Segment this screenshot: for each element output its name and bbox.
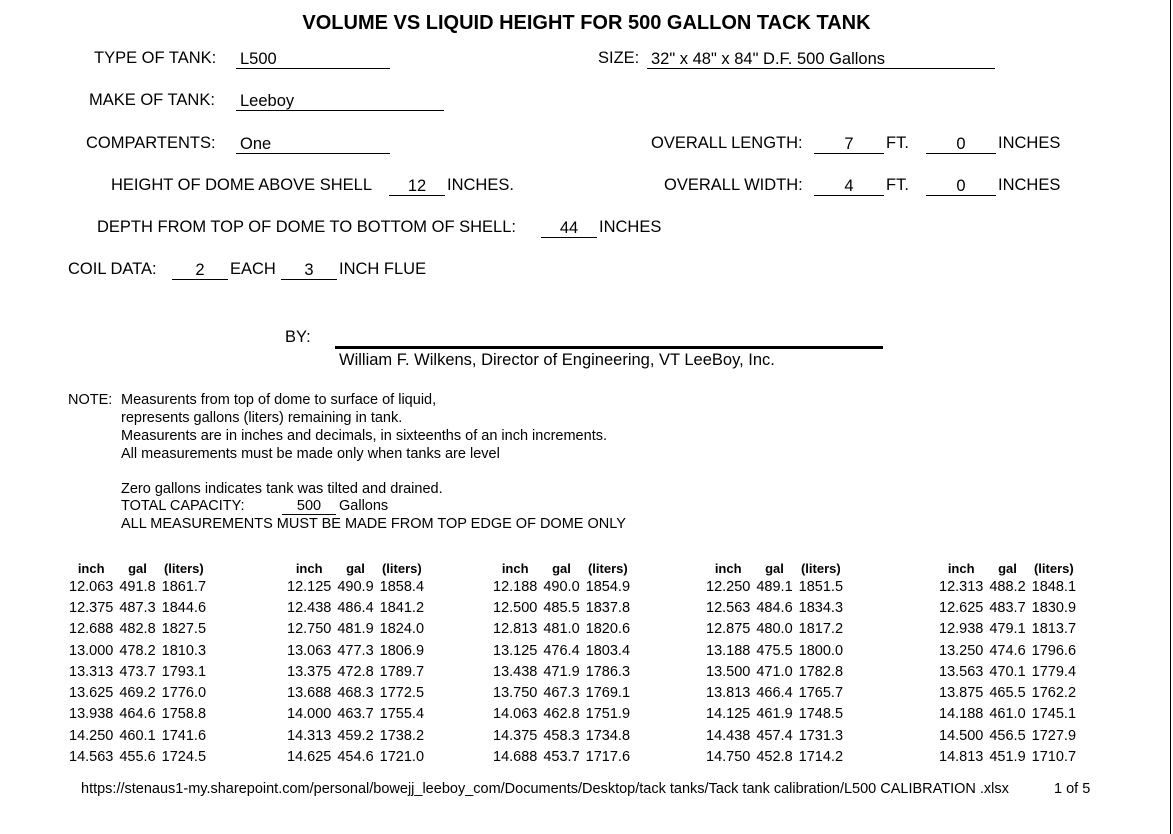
note-label: NOTE: xyxy=(68,392,113,408)
table-row: 13.250 474.6 1796.6 xyxy=(939,642,1077,659)
table-row: 12.813 481.0 1820.6 xyxy=(493,621,631,638)
compartments-label: COMPARTENTS: xyxy=(86,134,216,152)
calibration-table xyxy=(490,556,633,768)
calibration-table xyxy=(703,556,846,768)
column-header-inch: inch xyxy=(77,561,105,576)
note-drained: Zero gallons indicates tank was tilted and drained. xyxy=(121,481,443,497)
coil-each-label: EACH xyxy=(230,260,276,278)
signature-line xyxy=(335,346,883,349)
table-row: 12.375 487.3 1844.6 xyxy=(69,599,207,616)
column-header-inch: inch xyxy=(295,561,323,576)
column-header-gal: gal xyxy=(998,561,1017,576)
column-header-liters: (liters) xyxy=(381,561,422,576)
total-capacity-unit: Gallons xyxy=(339,498,389,514)
table-row: 12.313 488.2 1848.1 xyxy=(939,578,1077,595)
table-row: 14.000 463.7 1755.4 xyxy=(287,706,425,723)
signer-name: William F. Wilkens, Director of Engineering, VT LeeBoy, Inc. xyxy=(339,351,775,369)
make-of-tank-label: MAKE OF TANK: xyxy=(89,91,215,109)
table-row: 13.875 465.5 1762.2 xyxy=(939,685,1077,702)
table-row: 12.750 481.9 1824.0 xyxy=(287,621,425,638)
compartments-value: One xyxy=(236,135,390,154)
size-label: SIZE: xyxy=(598,49,640,67)
table-row: 14.813 451.9 1710.7 xyxy=(939,749,1077,766)
column-header-liters: (liters) xyxy=(587,561,628,576)
table-row: 14.375 458.3 1734.8 xyxy=(493,727,631,744)
footer-file-path: https://stenaus1-my.sharepoint.com/personal/bowejj_leeboy_com/Documents/Desktop/tack tanks/Tack tank calibration/L500 CALIBRATION .xlsx xyxy=(81,781,1009,797)
table-row: 12.250 489.1 1851.5 xyxy=(706,578,844,595)
table-row: 13.563 470.1 1779.4 xyxy=(939,663,1077,680)
table-row: 12.688 482.8 1827.5 xyxy=(69,621,207,638)
table-row: 13.688 468.3 1772.5 xyxy=(287,685,425,702)
table-row: 13.313 473.7 1793.1 xyxy=(69,663,207,680)
coil-count-value: 2 xyxy=(172,261,228,280)
table-row: 13.125 476.4 1803.4 xyxy=(493,642,631,659)
column-header-inch: inch xyxy=(714,561,742,576)
width-ft-unit: FT. xyxy=(886,176,909,194)
table-row: 12.500 485.5 1837.8 xyxy=(493,599,631,616)
table-row: 13.938 464.6 1758.8 xyxy=(69,706,207,723)
table-row: 13.188 475.5 1800.0 xyxy=(706,642,844,659)
table-row: 13.625 469.2 1776.0 xyxy=(69,685,207,702)
coil-data-label: COIL DATA: xyxy=(68,260,157,278)
width-inches-unit: INCHES xyxy=(998,176,1061,194)
page-border xyxy=(1170,0,1171,834)
total-capacity-value: 500 xyxy=(282,497,336,515)
column-header-gal: gal xyxy=(552,561,571,576)
overall-length-label: OVERALL LENGTH: xyxy=(651,134,803,152)
table-row: 12.063 491.8 1861.7 xyxy=(69,578,207,595)
calibration-table xyxy=(936,556,1079,768)
table-row: 13.750 467.3 1769.1 xyxy=(493,685,631,702)
column-header-inch: inch xyxy=(501,561,529,576)
size-value: 32" x 48" x 84" D.F. 500 Gallons xyxy=(647,50,995,69)
table-row: 12.563 484.6 1834.3 xyxy=(706,599,844,616)
column-header-liters: (liters) xyxy=(163,561,204,576)
table-row: 12.625 483.7 1830.9 xyxy=(939,599,1077,616)
column-header-gal: gal xyxy=(346,561,365,576)
table-row: 12.938 479.1 1813.7 xyxy=(939,621,1077,638)
coil-size-value: 3 xyxy=(281,261,337,280)
table-row: 14.250 460.1 1741.6 xyxy=(69,727,207,744)
measurement-warning: ALL MEASUREMENTS MUST BE MADE FROM TOP EDGE OF DOME ONLY xyxy=(121,516,626,532)
table-row: 14.313 459.2 1738.2 xyxy=(287,727,425,744)
table-row: 14.750 452.8 1714.2 xyxy=(706,749,844,766)
calibration-table xyxy=(284,556,427,768)
overall-width-ft-value: 4 xyxy=(814,177,884,196)
depth-label: DEPTH FROM TOP OF DOME TO BOTTOM OF SHELL: xyxy=(97,218,516,236)
table-row: 13.438 471.9 1786.3 xyxy=(493,663,631,680)
footer-page-number: 1 of 5 xyxy=(1054,781,1091,797)
overall-length-in-value: 0 xyxy=(926,135,996,154)
overall-width-label: OVERALL WIDTH: xyxy=(664,176,803,194)
column-header-gal: gal xyxy=(128,561,147,576)
overall-width-in-value: 0 xyxy=(926,177,996,196)
column-header-gal: gal xyxy=(765,561,784,576)
depth-unit: INCHES xyxy=(599,218,662,236)
overall-length-ft-value: 7 xyxy=(814,135,884,154)
calibration-table xyxy=(66,556,209,768)
column-header-liters: (liters) xyxy=(800,561,841,576)
note-line: All measurements must be made only when tanks are level xyxy=(121,446,500,462)
length-inches-unit: INCHES xyxy=(998,134,1061,152)
depth-value: 44 xyxy=(541,219,597,238)
dome-height-label: HEIGHT OF DOME ABOVE SHELL xyxy=(111,176,373,194)
dome-height-value: 12 xyxy=(389,177,445,196)
note-line: Measurents from top of dome to surface of liquid, xyxy=(121,392,437,408)
note-line: Measurents are in inches and decimals, in sixteenths of an inch increments. xyxy=(121,428,607,444)
page-title: VOLUME VS LIQUID HEIGHT FOR 500 GALLON TACK TANK xyxy=(302,12,871,34)
table-row: 14.625 454.6 1721.0 xyxy=(287,749,425,766)
by-label: BY: xyxy=(285,328,311,346)
table-row: 12.125 490.9 1858.4 xyxy=(287,578,425,595)
total-capacity-label: TOTAL CAPACITY: xyxy=(121,498,245,514)
table-row: 13.375 472.8 1789.7 xyxy=(287,663,425,680)
table-row: 14.188 461.0 1745.1 xyxy=(939,706,1077,723)
table-row: 14.500 456.5 1727.9 xyxy=(939,727,1077,744)
table-row: 14.438 457.4 1731.3 xyxy=(706,727,844,744)
table-row: 13.063 477.3 1806.9 xyxy=(287,642,425,659)
table-row: 14.063 462.8 1751.9 xyxy=(493,706,631,723)
table-row: 14.125 461.9 1748.5 xyxy=(706,706,844,723)
make-of-tank-value: Leeboy xyxy=(236,92,444,111)
type-of-tank-value: L500 xyxy=(236,50,390,69)
table-row: 13.813 466.4 1765.7 xyxy=(706,685,844,702)
length-ft-unit: FT. xyxy=(886,134,909,152)
table-row: 13.000 478.2 1810.3 xyxy=(69,642,207,659)
table-row: 12.188 490.0 1854.9 xyxy=(493,578,631,595)
table-row: 14.563 455.6 1724.5 xyxy=(69,749,207,766)
table-row: 13.500 471.0 1782.8 xyxy=(706,663,844,680)
column-header-inch: inch xyxy=(947,561,975,576)
type-of-tank-label: TYPE OF TANK: xyxy=(94,49,217,67)
table-row: 12.438 486.4 1841.2 xyxy=(287,599,425,616)
coil-flue-label: INCH FLUE xyxy=(339,260,427,278)
table-row: 12.875 480.0 1817.2 xyxy=(706,621,844,638)
note-line: represents gallons (liters) remaining in tank. xyxy=(121,410,403,426)
table-row: 14.688 453.7 1717.6 xyxy=(493,749,631,766)
column-header-liters: (liters) xyxy=(1033,561,1074,576)
dome-height-unit: INCHES. xyxy=(447,176,514,194)
